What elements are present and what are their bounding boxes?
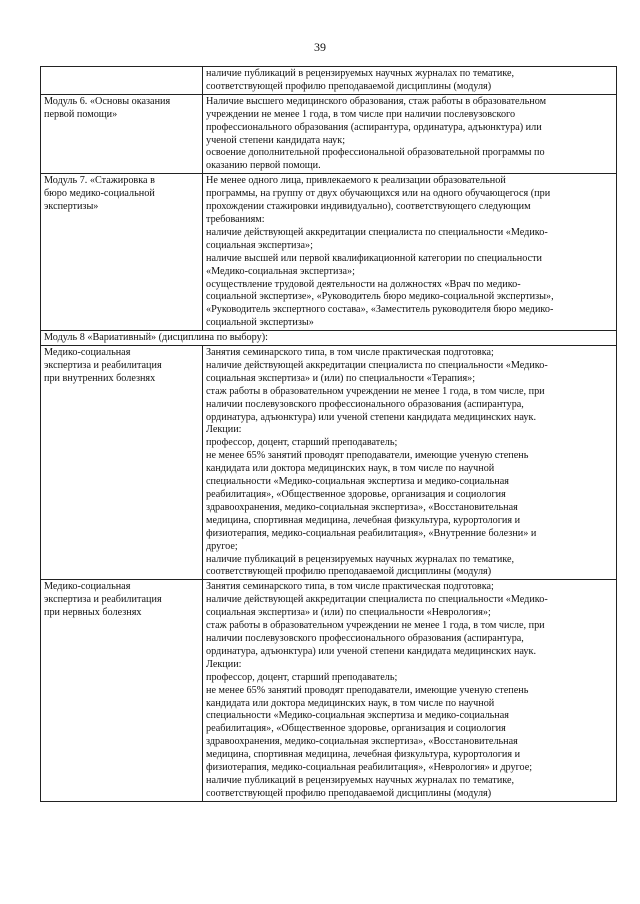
text-line: Лекции:	[206, 424, 242, 436]
text-line: социальной экспертизы»	[206, 317, 314, 329]
text-line: социальной экспертизе», «Руководитель бюро медико-социальной экспертизы»,	[206, 291, 554, 303]
text-line: профессионального образования (аспирантура, ординатура, адъюнктура) или	[206, 121, 542, 133]
text-line: медицина, спортивная медицина, лечебная физкультура, курортология и	[206, 749, 521, 761]
module-title-line: бюро медико-социальной	[44, 188, 155, 200]
nervous-diseases-requirements-cell	[203, 580, 617, 801]
text-line: ученой степени кандидата наук;	[206, 134, 346, 146]
text-line: социальная экспертиза»;	[206, 239, 313, 251]
text-line: социальная экспертиза» и (или) по специальности «Терапия»;	[206, 372, 476, 384]
module7-requirements-cell	[203, 174, 617, 331]
table-row-internal-diseases	[41, 346, 617, 580]
text-line: Наличие высшего медицинского образования, стаж работы в образовательном	[206, 95, 547, 107]
table-row-module7	[41, 174, 617, 331]
text-line: наличие публикаций в рецензируемых научных журналах по тематике,	[206, 68, 515, 79]
text-line: соответствующей профилю преподаваемой дисциплины (модуля)	[206, 566, 492, 578]
module7-title-cell	[41, 174, 203, 331]
text-line: социальная экспертиза» и (или) по специальности «Неврология»;	[206, 607, 491, 619]
module-title-line: Модуль 7. «Стажировка в	[44, 175, 155, 187]
text-line: Лекции:	[206, 658, 242, 670]
text-line: наличие действующей аккредитации специалиста по специальности «Медико-	[206, 359, 548, 371]
text-line: не менее 65% занятий проводят преподаватели, имеющие ученую степень	[206, 684, 529, 696]
table-row-nervous-diseases	[41, 580, 617, 801]
page-number: 39	[314, 40, 326, 54]
text-line: физиотерапия, медико-социальная реабилитация», «Неврология» и другое;	[206, 762, 533, 774]
text-line: соответствующей профилю преподаваемой дисциплины (модуля)	[206, 80, 492, 92]
text-line: наличии послевузовского профессионального образования (аспирантура,	[206, 632, 524, 644]
continuation-left-cell	[41, 67, 203, 95]
module-title-line: экспертизы»	[44, 201, 99, 213]
text-line: стаж работы в образовательном учреждении не менее 1 года, в том числе, при	[206, 385, 545, 397]
text-line: наличие действующей аккредитации специалиста по специальности «Медико-	[206, 226, 548, 238]
text-line: здравоохранения, медико-социальная экспертиза», «Восстановительная	[206, 736, 518, 748]
text-line: требованиям:	[206, 213, 265, 225]
text-line: реабилитация», «Общественное здоровье, организация и социология	[206, 489, 506, 500]
discipline-title-line: при нервных болезнях	[44, 607, 142, 619]
text-line: медицина, спортивная медицина, лечебная физкультура, курортология и	[206, 514, 521, 526]
text-line: специальности «Медико-социальная экспертиза и медико-социальная	[206, 710, 509, 722]
text-line: Не менее одного лица, привлекаемого к реализации образовательной	[206, 175, 506, 187]
module6-requirements-cell	[203, 94, 617, 173]
continuation-right-cell	[203, 67, 617, 95]
text-line: наличие высшей или первой квалификационной категории по специальности	[206, 252, 543, 264]
discipline-title-line: Медико-социальная	[44, 581, 131, 593]
text-line: физиотерапия, медико-социальная реабилитация», «Внутренние болезни» и	[206, 527, 537, 539]
text-line: наличие публикаций в рецензируемых научных журналах по тематике,	[206, 774, 515, 786]
text-line: учреждении не менее 1 года, в том числе при наличии послевузовского	[206, 108, 516, 120]
text-line: профессор, доцент, старший преподаватель;	[206, 671, 398, 683]
text-line: соответствующей профилю преподаваемой дисциплины (модуля)	[206, 787, 492, 799]
text-line: оказанию первой помощи.	[206, 160, 321, 172]
text-line: прохождении стажировки индивидуально), соответствующего следующим	[206, 201, 531, 213]
text-line: профессор, доцент, старший преподаватель;	[206, 437, 398, 449]
text-line: специальности «Медико-социальная экспертиза и медико-социальная	[206, 476, 509, 488]
discipline-title-line: экспертиза и реабилитация	[44, 359, 162, 371]
text-line: программы, на группу от двух обучающихся или на одного обучающегося (при	[206, 188, 551, 200]
text-line: ординатура, адъюнктура) или ученой степени кандидата медицинских наук.	[206, 411, 536, 423]
text-line: ординатура, адъюнктура) или ученой степени кандидата медицинских наук.	[206, 645, 536, 657]
text-line: наличие действующей аккредитации специалиста по специальности «Медико-	[206, 594, 548, 606]
module-title-line: Модуль 6. «Основы оказания	[44, 95, 171, 107]
text-line: Занятия семинарского типа, в том числе практическая подготовка;	[206, 581, 494, 593]
module8-header-cell: Модуль 8 «Вариативный» (дисциплина по выбору):	[41, 331, 617, 346]
table-row-continuation	[41, 67, 617, 95]
module6-title-cell	[41, 94, 203, 173]
text-line: реабилитация», «Общественное здоровье, организация и социология	[206, 723, 506, 735]
text-line: освоение дополнительной профессиональной образовательной программы по	[206, 147, 545, 159]
nervous-diseases-title-cell	[41, 580, 203, 801]
text-line: другое;	[206, 540, 238, 552]
text-line: Занятия семинарского типа, в том числе практическая подготовка;	[206, 347, 494, 359]
text-line: кандидата или доктора медицинских наук, в том числе по научной	[206, 463, 495, 475]
table-row-module8-header	[41, 331, 617, 346]
table-row-module6	[41, 94, 617, 173]
text-line: «Руководитель экспертного состава», «Заместитель руководителя бюро медико-	[206, 304, 554, 316]
text-line: «Медико-социальная экспертиза»;	[206, 265, 355, 277]
text-line: кандидата или доктора медицинских наук, в том числе по научной	[206, 697, 495, 709]
text-line: здравоохранения, медико-социальная экспертиза», «Восстановительная	[206, 501, 518, 513]
module-title-line: первой помощи»	[44, 108, 118, 120]
discipline-title-line: экспертиза и реабилитация	[44, 594, 162, 606]
requirements-table	[40, 66, 617, 802]
text-line: не менее 65% занятий проводят преподаватели, имеющие ученую степень	[206, 450, 529, 462]
text-line: осуществление трудовой деятельности на должностях «Врач по медико-	[206, 278, 521, 290]
discipline-title-line: при внутренних болезнях	[44, 372, 156, 384]
text-line: наличие публикаций в рецензируемых научных журналах по тематике,	[206, 553, 515, 565]
text-line: стаж работы в образовательном учреждении не менее 1 года, в том числе, при	[206, 620, 545, 632]
internal-diseases-title-cell	[41, 346, 203, 580]
internal-diseases-requirements-cell	[203, 346, 617, 580]
text-line: наличии послевузовского профессионального образования (аспирантура,	[206, 398, 524, 410]
discipline-title-line: Медико-социальная	[44, 347, 131, 359]
